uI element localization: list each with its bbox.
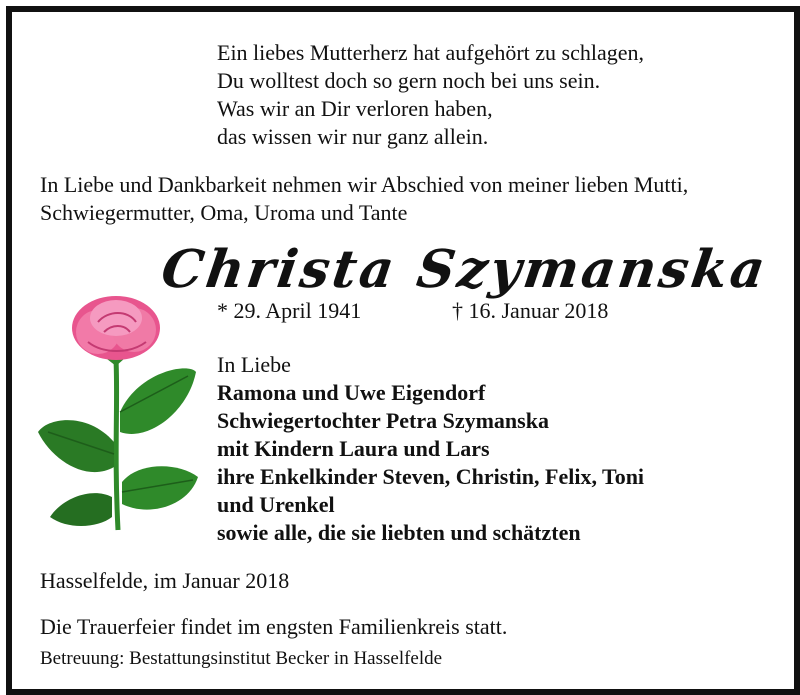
death-date: † 16. Januar 2018 — [452, 298, 609, 323]
undertaker-note: Betreuung: Bestattungsinstitut Becker in Hasselfelde — [40, 648, 443, 669]
mourner-line: sowie alle, die sie liebten und schätzten — [217, 520, 581, 545]
mourner-line: mit Kindern Laura und Lars — [217, 436, 490, 461]
place-date: Hasselfelde, im Januar 2018 — [40, 568, 290, 593]
mourner-line: und Urenkel — [217, 492, 335, 517]
mourner-line: Ramona und Uwe Eigendorf — [217, 380, 486, 405]
obituary-card — [6, 6, 800, 695]
intro-line: Schwiegermutter, Oma, Uroma und Tante — [40, 200, 408, 225]
mourner-line: ihre Enkelkinder Steven, Christin, Felix, Toni — [217, 464, 645, 489]
poem-line: Was wir an Dir verloren haben, — [217, 96, 493, 121]
poem-line: das wissen wir nur ganz allein. — [217, 124, 489, 149]
funeral-note: Die Trauerfeier findet im engsten Familienkreis statt. — [40, 614, 508, 639]
poem-line: Du wolltest doch so gern noch bei uns sein. — [217, 68, 601, 93]
intro-line: In Liebe und Dankbarkeit nehmen wir Abschied von meiner lieben Mutti, — [40, 172, 689, 197]
poem-line: Ein liebes Mutterherz hat aufgehört zu schlagen, — [217, 40, 645, 65]
mourners-heading: In Liebe — [217, 352, 291, 377]
deceased-name: Christa Szymanska — [157, 239, 772, 300]
birth-date: * 29. April 1941 — [217, 298, 362, 323]
rose-icon — [38, 292, 208, 532]
mourner-line: Schwiegertochter Petra Szymanska — [217, 408, 549, 433]
